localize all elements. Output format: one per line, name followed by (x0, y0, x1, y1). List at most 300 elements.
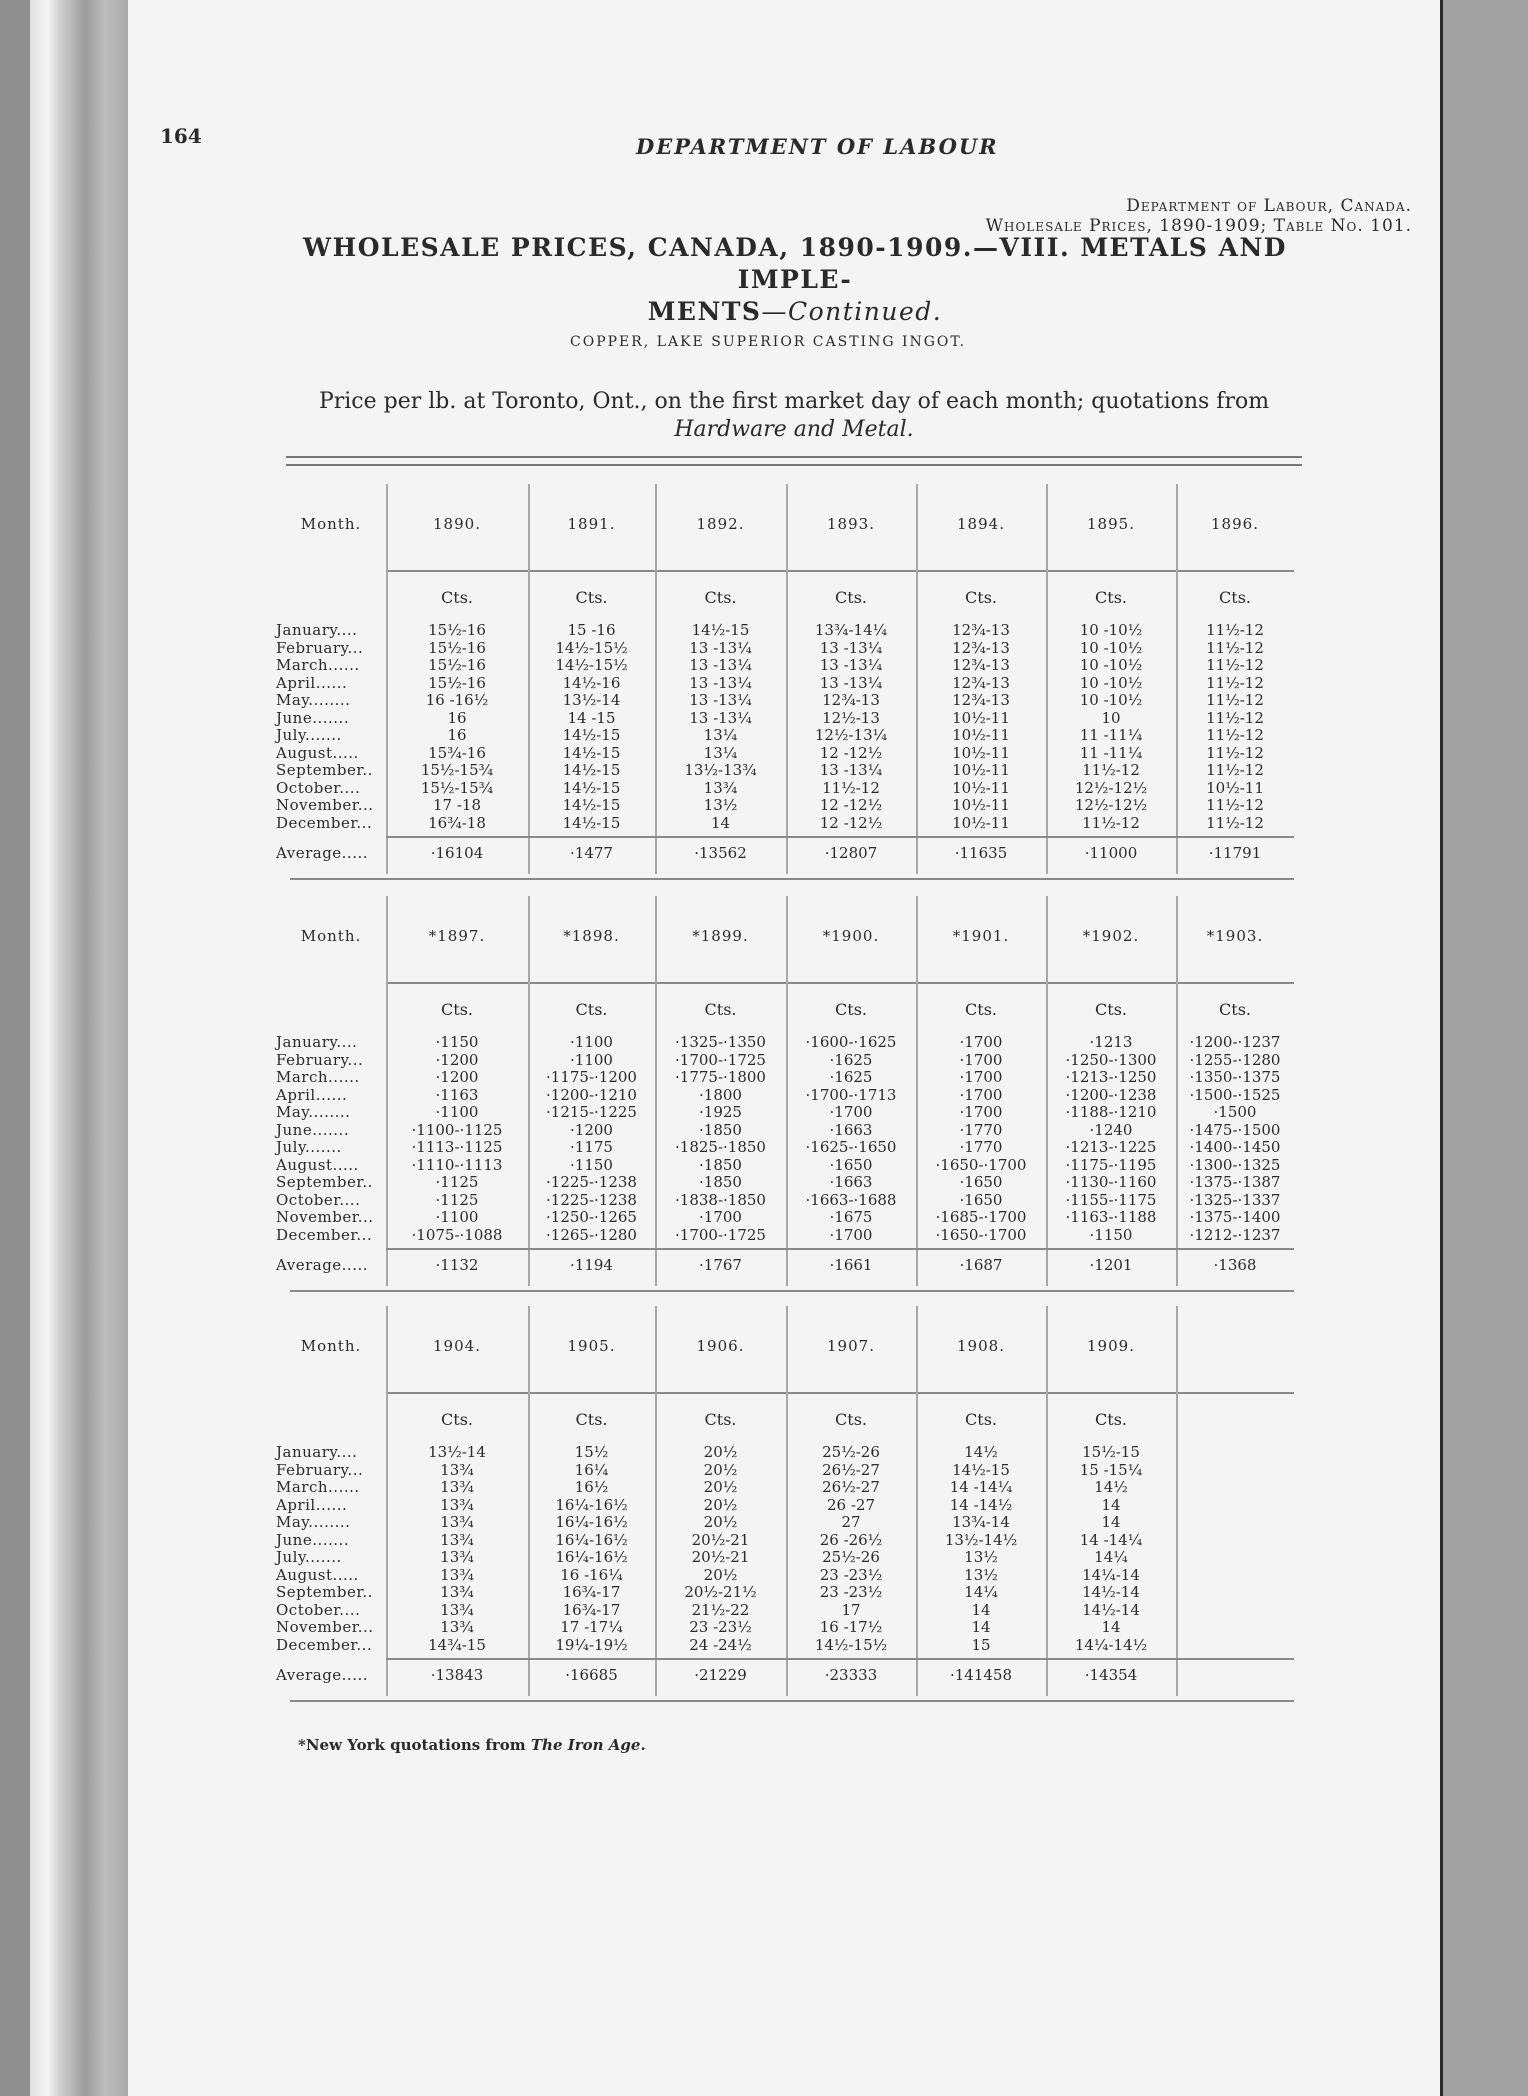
price-cell: 13¾ (440, 1495, 474, 1514)
month-label: May........ (276, 691, 351, 709)
price-cell: 11½-12 (1206, 621, 1264, 639)
price-cell: 14 (1101, 1618, 1121, 1636)
average-value: ·23333 (824, 1666, 878, 1684)
price-cell: ·1175-·1200 (546, 1068, 637, 1086)
price-cell: 13 -13¼ (819, 673, 883, 692)
price-cell: 16½ (574, 1478, 609, 1496)
year-header: *1900. (822, 927, 880, 945)
month-label: July....... (276, 1548, 342, 1566)
price-cell: 17 -18 (432, 796, 481, 814)
price-cell: ·1850 (699, 1155, 742, 1174)
price-cell: 15¾-16 (428, 743, 486, 762)
price-cell: ·1700 (959, 1033, 1003, 1051)
source-note (284, 388, 1304, 444)
price-cell: ·1075-·1088 (411, 1225, 503, 1244)
month-label: September.. (276, 1173, 373, 1191)
month-label: September.. (276, 1583, 373, 1601)
price-cell: 13¾ (440, 1565, 474, 1584)
price-cell: ·1650 (829, 1155, 873, 1174)
price-cell: ·1212-·1237 (1189, 1225, 1281, 1244)
price-cell: 16¾-17 (562, 1600, 621, 1619)
average-value: ·1132 (435, 1256, 479, 1274)
year-header: 1890. (433, 515, 481, 533)
footnote-source: The Iron Age. (530, 1736, 646, 1754)
price-cell: ·1163 (435, 1085, 479, 1104)
month-labels (276, 1444, 374, 1654)
unit-label: Cts. (441, 1000, 473, 1019)
year-header: 1895. (1087, 515, 1135, 533)
price-cell: 14½-14 (1082, 1600, 1140, 1619)
price-cell: 11½-12 (1206, 796, 1264, 814)
main-title-line-1: WHOLESALE PRICES, CANADA, 1890-1909.—VIII. METALS AND IMPLE- (303, 233, 1287, 294)
price-cell: 10½-11 (952, 726, 1010, 744)
year-header: 1892. (696, 515, 745, 533)
price-cell: 14½-15 (952, 1460, 1010, 1479)
price-cell: 10½-11 (952, 708, 1010, 727)
year-header: *1901. (952, 927, 1010, 945)
running-head: DEPARTMENT OF LABOUR (636, 134, 999, 159)
main-title-line-2: MENTS (647, 297, 762, 326)
unit-label: Cts. (835, 588, 867, 607)
price-cell: 10½-11 (952, 778, 1010, 797)
continued-label: —Continued. (761, 297, 943, 326)
price-cell: 20½ (703, 1443, 738, 1461)
price-cell: ·1100 (435, 1208, 479, 1226)
month-label: January.... (276, 1033, 358, 1051)
price-cell: 12½-12½ (1074, 778, 1148, 797)
month-label: July....... (276, 1138, 342, 1156)
month-column-header: Month. (300, 1337, 362, 1355)
price-cell: ·1150 (1089, 1225, 1133, 1244)
price-cell: 26 -26½ (819, 1530, 883, 1549)
price-cell: ·1150 (435, 1033, 479, 1051)
price-cell: 13¾ (440, 1478, 474, 1496)
price-cell: 14½-15 (562, 761, 621, 779)
price-cell: 13 -13¼ (819, 638, 883, 657)
price-cell: ·1650 (959, 1190, 1003, 1209)
price-cell: ·1325-·1337 (1189, 1190, 1281, 1209)
price-cell: 14 (1101, 1513, 1121, 1531)
price-cell: ·1700 (829, 1225, 873, 1244)
average-value: ·21229 (694, 1666, 747, 1684)
year-header: *1899. (692, 927, 749, 945)
price-cell: 13¾ (440, 1618, 474, 1636)
unit-label: Cts. (835, 1000, 867, 1019)
price-cell: 14½-15½ (555, 638, 628, 657)
price-cell: 10½-11 (1206, 778, 1264, 797)
price-cell: 13 -13¼ (689, 673, 752, 692)
price-cell: 10 (1101, 708, 1121, 727)
section-bottom-rule (290, 1700, 1294, 1702)
price-cell: 14½-15 (562, 743, 621, 762)
unit-label: Cts. (1095, 588, 1127, 607)
price-cell: 16¾-17 (562, 1583, 621, 1601)
price-cell: 16 -16¼ (560, 1565, 623, 1584)
price-cell: ·1175 (570, 1138, 613, 1156)
price-cell: 14½-15 (562, 726, 621, 744)
year-header: *1897. (428, 927, 486, 945)
price-cell: 23 -23½ (819, 1583, 883, 1601)
year-header: 1908. (957, 1337, 1005, 1355)
header-rule (386, 570, 1294, 572)
unit-label: Cts. (965, 1000, 997, 1019)
price-cell: 25½-26 (822, 1548, 880, 1566)
price-cell: 20½ (703, 1495, 738, 1514)
price-cell: 12¾-13 (952, 638, 1010, 657)
price-column (661, 1034, 780, 1244)
price-cell: 11½-12 (1082, 761, 1140, 779)
month-label: February... (276, 1050, 364, 1069)
unit-label: Cts. (835, 1410, 867, 1429)
month-label: January.... (276, 1443, 358, 1461)
price-cell: 13½-14½ (944, 1530, 1018, 1549)
footnote-text: *New York quotations from (298, 1736, 526, 1754)
average-value: ·12807 (824, 844, 878, 862)
price-cell: 15 -15¼ (1079, 1460, 1143, 1479)
price-cell: 24 -24½ (689, 1635, 752, 1654)
price-cell: 14 -14¼ (1079, 1530, 1143, 1549)
price-cell: 10½-11 (952, 796, 1010, 814)
price-cell: 16¾-18 (428, 813, 486, 832)
price-cell: ·1700-·1725 (675, 1050, 766, 1069)
section-bottom-rule (290, 878, 1294, 880)
month-column-header: Month. (300, 927, 362, 945)
month-label: October.... (276, 778, 361, 797)
price-cell: 26½-27 (822, 1478, 880, 1496)
price-cell: ·1163-·1188 (1065, 1208, 1157, 1226)
price-cell: 10 -10½ (1079, 621, 1143, 639)
price-cell: ·1150 (570, 1155, 613, 1174)
price-cell: ·1240 (1089, 1120, 1133, 1139)
price-cell: 14 (1101, 1495, 1121, 1514)
price-cell: ·1255-·1280 (1189, 1050, 1281, 1069)
price-cell: ·1215-·1225 (546, 1103, 637, 1121)
unit-label: Cts. (1095, 1000, 1127, 1019)
price-cell: ·1650-·1700 (935, 1155, 1027, 1174)
average-rule (386, 1658, 1294, 1660)
average-label: Average..... (276, 844, 369, 862)
price-column (661, 1444, 780, 1654)
price-cell: 13½ (703, 796, 738, 814)
price-column (922, 1444, 1040, 1654)
price-cell: ·1375-·1400 (1189, 1208, 1281, 1226)
month-label: August..... (276, 1155, 359, 1174)
price-cell: 12¾-13 (822, 691, 880, 709)
price-cell: 11½-12 (1206, 656, 1264, 674)
price-cell: ·1250-·1265 (546, 1208, 637, 1226)
month-label: November... (276, 1618, 374, 1636)
footnote (298, 1736, 646, 1754)
price-cell: ·1110-·1113 (411, 1155, 503, 1174)
price-cell: 10½-11 (952, 813, 1010, 832)
price-cell: 17 (841, 1600, 861, 1619)
price-cell: 10 -10½ (1079, 638, 1143, 657)
price-cell: 14 -14½ (949, 1495, 1013, 1514)
price-cell: ·1600-·1625 (805, 1033, 897, 1051)
table-top-rule (286, 456, 1302, 466)
year-header: 1907. (827, 1337, 875, 1355)
price-cell: 13½ (964, 1548, 998, 1566)
price-cell: 14 -14¼ (949, 1478, 1013, 1496)
price-cell: 15 (971, 1635, 991, 1654)
price-cell: ·1800 (699, 1085, 742, 1104)
price-cell: ·1650 (959, 1173, 1003, 1191)
price-column (792, 622, 910, 832)
price-cell: ·1100-·1125 (411, 1120, 503, 1139)
year-header: 1891. (567, 515, 616, 533)
price-cell: ·1700 (959, 1085, 1003, 1104)
price-cell: ·1400-·1450 (1189, 1138, 1281, 1156)
price-cell: 16¼-16½ (555, 1530, 628, 1549)
price-cell: ·1625 (829, 1068, 873, 1086)
price-cell: ·1650-·1700 (935, 1225, 1027, 1244)
price-cell: 12 -12½ (819, 743, 883, 762)
price-column (661, 622, 780, 832)
price-cell: ·1625-·1650 (805, 1138, 897, 1156)
price-cell: 11½-12 (1206, 708, 1264, 727)
price-cell: 11½-12 (822, 778, 880, 797)
price-cell: 20½ (703, 1565, 738, 1584)
source-publication: Hardware and Metal. (674, 417, 914, 442)
year-header: 1893. (827, 515, 875, 533)
price-cell: ·1475-·1500 (1189, 1120, 1281, 1139)
price-cell: ·1700 (959, 1103, 1003, 1121)
price-cell: 11½-12 (1206, 726, 1264, 744)
price-cell: ·1200 (435, 1050, 479, 1069)
source-text: Price per lb. at Toronto, Ont., on the first market day of each month; quotations from (318, 389, 1270, 414)
month-label: February... (276, 1460, 364, 1479)
month-label: April...... (276, 1085, 348, 1104)
price-cell: ·1213-·1225 (1065, 1138, 1157, 1156)
price-cell: ·1125 (435, 1190, 479, 1209)
price-cell: 11 -11¼ (1079, 743, 1143, 762)
price-cell: 12 -12½ (819, 813, 883, 832)
price-cell: ·1850 (699, 1120, 742, 1139)
price-cell: 13¾ (440, 1513, 474, 1531)
month-label: May........ (276, 1513, 351, 1531)
price-cell: ·1770 (959, 1120, 1003, 1139)
price-cell: ·1500-·1525 (1189, 1085, 1281, 1104)
average-value: ·1661 (829, 1256, 873, 1274)
price-cell: ·1663 (829, 1120, 873, 1139)
month-label: December... (276, 1635, 373, 1654)
month-label: June....... (276, 1120, 350, 1139)
price-cell: 15 -16 (567, 621, 616, 639)
price-column (534, 1034, 649, 1244)
price-cell: 12 -12½ (819, 796, 883, 814)
price-cell: 16¼-16½ (555, 1495, 628, 1514)
unit-label: Cts. (965, 588, 997, 607)
price-cell: 14½-15 (691, 621, 750, 639)
price-cell: ·1675 (829, 1208, 873, 1226)
price-cell: 13¾ (440, 1548, 474, 1566)
price-cell: ·1175-·1195 (1065, 1155, 1157, 1174)
month-label: November... (276, 796, 374, 814)
price-cell: ·1375-·1387 (1189, 1173, 1281, 1191)
price-cell: ·1188-·1210 (1065, 1103, 1157, 1121)
price-cell: 15½ (574, 1443, 609, 1461)
price-cell: 13¾ (440, 1530, 474, 1549)
price-cell: 13½ (964, 1565, 998, 1584)
average-value: ·1767 (699, 1256, 742, 1274)
year-header (1176, 1306, 1294, 1386)
price-cell: 11½-12 (1206, 691, 1264, 709)
price-cell: ·1700-·1725 (675, 1225, 766, 1244)
unit-label: Cts. (441, 588, 473, 607)
price-cell: 13¾-14 (952, 1513, 1010, 1531)
average-rule (386, 836, 1294, 838)
unit-label: Cts. (1219, 588, 1251, 607)
price-cell: ·1700 (959, 1068, 1003, 1086)
price-cell: 16 (447, 726, 467, 744)
month-labels (276, 622, 374, 832)
price-column (922, 622, 1040, 832)
month-label: February... (276, 638, 364, 657)
month-label: December... (276, 1225, 373, 1244)
price-cell: 15½-16 (428, 638, 486, 657)
average-value: ·141458 (949, 1666, 1013, 1684)
unit-label: Cts. (575, 1000, 608, 1019)
price-cell: 14½-15½ (555, 656, 628, 674)
price-cell: 15½-16 (428, 656, 486, 674)
unit-label: Cts. (1219, 1000, 1251, 1019)
price-cell: 26½-27 (822, 1460, 880, 1479)
price-cell: 13½-14 (562, 691, 621, 709)
unit-label: Cts. (575, 588, 608, 607)
price-cell: 13 -13¼ (689, 708, 752, 727)
year-header: 1905. (567, 1337, 616, 1355)
month-label: December... (276, 813, 373, 832)
price-cell: ·1100 (570, 1033, 613, 1051)
price-column (534, 1444, 649, 1654)
average-value: ·11000 (1084, 844, 1138, 862)
price-cell: 15½-16 (428, 673, 486, 692)
price-cell: 15½-15¾ (420, 761, 494, 779)
month-label: March...... (276, 1068, 360, 1086)
unit-label: Cts. (704, 1000, 737, 1019)
price-cell: ·1825-·1850 (675, 1138, 766, 1156)
year-header: *1903. (1206, 927, 1264, 945)
price-cell: ·1325-·1350 (675, 1033, 766, 1051)
price-cell: 13 -13¼ (819, 656, 883, 674)
price-cell: 16¼-16½ (555, 1513, 628, 1531)
price-cell: 14¼ (964, 1583, 998, 1601)
price-cell: ·1225-·1238 (546, 1173, 637, 1191)
month-label: July....... (276, 726, 342, 744)
header-rule (386, 1392, 1294, 1394)
section-bottom-rule (290, 1290, 1294, 1292)
price-column (792, 1034, 910, 1244)
price-cell: 16 (447, 708, 467, 727)
average-value: ·14354 (1084, 1666, 1138, 1684)
price-cell: 13 -13¼ (689, 638, 752, 657)
price-cell: ·1113-·1125 (411, 1138, 503, 1156)
price-column (534, 622, 649, 832)
price-column (392, 622, 522, 832)
price-cell: ·1625 (829, 1050, 873, 1069)
price-cell: ·1838-·1850 (675, 1190, 766, 1209)
average-label: Average..... (276, 1256, 369, 1274)
price-cell: 14½-15½ (814, 1635, 888, 1654)
price-cell: ·1213 (1089, 1033, 1133, 1051)
average-value: ·1201 (1089, 1256, 1133, 1274)
unit-label: Cts. (965, 1410, 997, 1429)
price-column (922, 1034, 1040, 1244)
price-column (1052, 1444, 1170, 1654)
price-cell: 10 -10½ (1079, 673, 1143, 692)
average-value: ·13562 (694, 844, 747, 862)
price-cell: 12½-13 (822, 708, 880, 727)
price-cell: 15½-15¾ (420, 778, 494, 797)
price-cell: 20½-21½ (684, 1583, 757, 1601)
commodity-subtitle: COPPER, LAKE SUPERIOR CASTING INGOT. (570, 334, 967, 350)
price-cell: 13 -13¼ (689, 656, 752, 674)
price-cell: ·1700 (959, 1050, 1003, 1069)
price-cell: 20½ (703, 1478, 738, 1496)
price-cell: 20½-21 (691, 1530, 750, 1549)
month-label: October.... (276, 1600, 361, 1619)
price-cell: ·1265-·1280 (546, 1225, 637, 1244)
price-cell: 14¼ (1094, 1548, 1128, 1566)
price-cell: ·1350-·1375 (1189, 1068, 1281, 1086)
price-cell: ·1200 (435, 1068, 479, 1086)
unit-label: Cts. (1095, 1410, 1127, 1429)
table-reference-line: Wholesale Prices, 1890-1909; Table No. 101. (985, 216, 1412, 236)
price-cell: 12¾-13 (952, 656, 1010, 674)
year-header: 1894. (957, 515, 1005, 533)
price-cell: 13¾ (440, 1583, 474, 1601)
year-header: *1898. (563, 927, 620, 945)
price-cell: 14 (710, 813, 731, 832)
month-label: April...... (276, 673, 348, 692)
average-value: ·16685 (565, 1666, 618, 1684)
main-title (290, 232, 1300, 328)
price-cell: 14½-14 (1082, 1583, 1140, 1601)
average-value: ·1368 (1213, 1256, 1257, 1274)
price-cell: 14 -15 (567, 708, 616, 727)
month-label: October.... (276, 1190, 361, 1209)
price-cell: 14½ (964, 1443, 998, 1461)
price-cell: 19¼-19½ (555, 1635, 628, 1654)
price-cell: 20½-21 (691, 1548, 750, 1566)
average-value: ·13843 (430, 1666, 484, 1684)
price-cell: ·1200-·1238 (1065, 1085, 1157, 1104)
year-header: *1902. (1082, 927, 1140, 945)
month-label: March...... (276, 1478, 360, 1496)
price-cell: 11½-12 (1206, 673, 1264, 692)
price-cell: 13½-14 (428, 1443, 486, 1461)
year-header: 1896. (1211, 515, 1259, 533)
price-cell: ·1250-·1300 (1065, 1050, 1157, 1069)
month-column-header: Month. (300, 515, 362, 533)
average-label: Average..... (276, 1666, 369, 1684)
price-cell: 15½-16 (428, 621, 486, 639)
price-cell: 14¼-14½ (1074, 1635, 1148, 1654)
price-cell: 20½ (703, 1460, 738, 1479)
month-label: November... (276, 1208, 374, 1226)
price-cell: 14 (971, 1600, 991, 1619)
price-column (792, 1444, 910, 1654)
month-label: August..... (276, 743, 359, 762)
price-cell: 13¼ (703, 743, 738, 762)
price-cell: ·1130-·1160 (1065, 1173, 1157, 1191)
month-labels (276, 1034, 374, 1244)
average-value: ·16104 (430, 844, 484, 862)
price-cell: ·1925 (699, 1103, 742, 1121)
price-column (1052, 622, 1170, 832)
price-cell: 15½-15 (1082, 1443, 1140, 1461)
price-column (1182, 1034, 1288, 1244)
